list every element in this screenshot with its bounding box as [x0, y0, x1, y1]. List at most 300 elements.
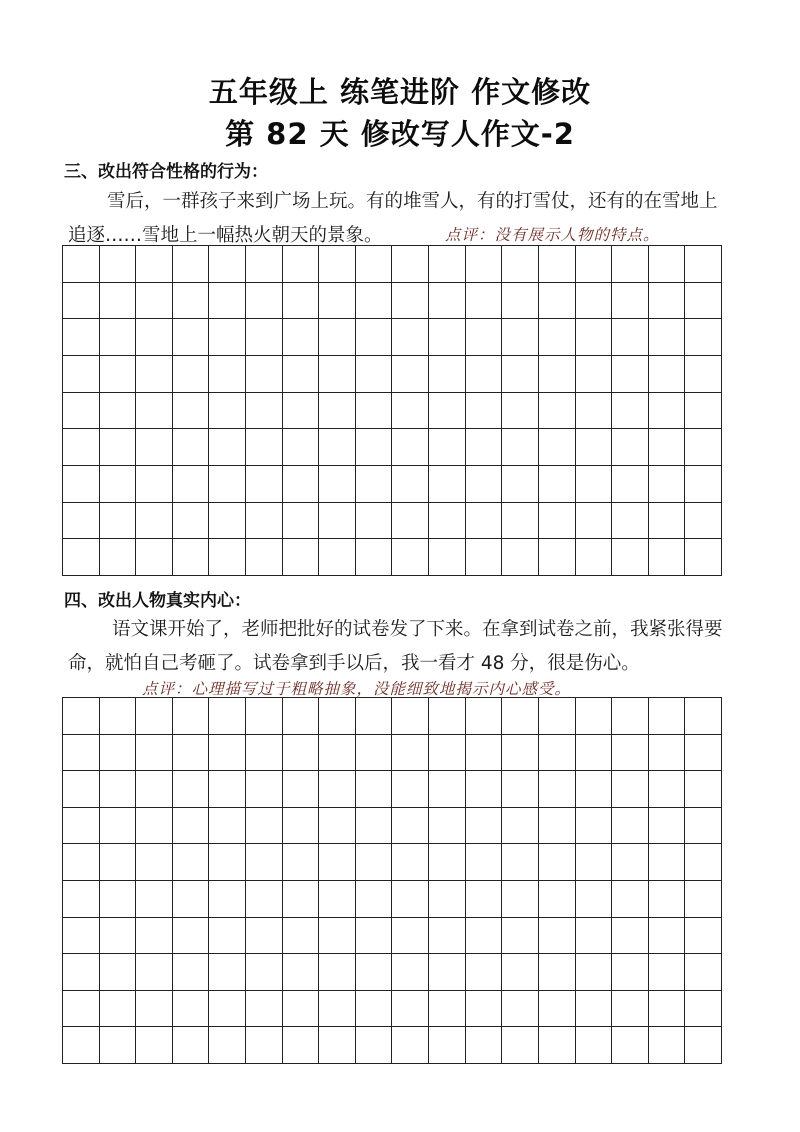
grid-cell[interactable] [466, 698, 503, 735]
grid-cell[interactable] [539, 698, 576, 735]
grid-cell[interactable] [649, 503, 686, 540]
grid-cell[interactable] [63, 771, 100, 808]
grid-cell[interactable] [612, 319, 649, 356]
grid-cell[interactable] [539, 319, 576, 356]
grid-cell[interactable] [246, 466, 283, 503]
grid-cell[interactable] [173, 808, 210, 845]
grid-cell[interactable] [100, 319, 137, 356]
grid-cell[interactable] [502, 698, 539, 735]
grid-cell[interactable] [539, 283, 576, 320]
grid-cell[interactable] [649, 319, 686, 356]
grid-cell[interactable] [173, 954, 210, 991]
grid-cell[interactable] [173, 881, 210, 918]
grid-cell[interactable] [392, 319, 429, 356]
grid-cell[interactable] [173, 991, 210, 1028]
grid-cell[interactable] [100, 735, 137, 772]
grid-cell[interactable] [319, 319, 356, 356]
grid-cell[interactable] [429, 954, 466, 991]
grid-cell[interactable] [685, 246, 722, 283]
grid-cell[interactable] [283, 1027, 320, 1064]
grid-cell[interactable] [100, 954, 137, 991]
grid-cell[interactable] [63, 991, 100, 1028]
grid-cell[interactable] [319, 393, 356, 430]
grid-cell[interactable] [356, 881, 393, 918]
grid-cell[interactable] [209, 881, 246, 918]
grid-cell[interactable] [136, 698, 173, 735]
grid-cell[interactable] [612, 808, 649, 845]
grid-cell[interactable] [502, 881, 539, 918]
grid-cell[interactable] [356, 1027, 393, 1064]
grid-cell[interactable] [392, 698, 429, 735]
grid-cell[interactable] [100, 698, 137, 735]
grid-cell[interactable] [466, 429, 503, 466]
grid-cell[interactable] [209, 991, 246, 1028]
grid-cell[interactable] [319, 698, 356, 735]
grid-cell[interactable] [649, 918, 686, 955]
grid-cell[interactable] [173, 1027, 210, 1064]
grid-cell[interactable] [429, 246, 466, 283]
grid-cell[interactable] [63, 698, 100, 735]
grid-cell[interactable] [246, 283, 283, 320]
grid-cell[interactable] [612, 844, 649, 881]
grid-cell[interactable] [356, 808, 393, 845]
grid-cell[interactable] [649, 539, 686, 576]
grid-cell[interactable] [576, 246, 613, 283]
grid-cell[interactable] [319, 1027, 356, 1064]
grid-cell[interactable] [466, 918, 503, 955]
grid-cell[interactable] [576, 466, 613, 503]
grid-cell[interactable] [173, 539, 210, 576]
grid-cell[interactable] [173, 503, 210, 540]
grid-cell[interactable] [466, 356, 503, 393]
grid-cell[interactable] [356, 844, 393, 881]
grid-cell[interactable] [283, 771, 320, 808]
grid-cell[interactable] [685, 539, 722, 576]
grid-cell[interactable] [429, 429, 466, 466]
grid-cell[interactable] [136, 954, 173, 991]
grid-cell[interactable] [429, 393, 466, 430]
grid-cell[interactable] [63, 246, 100, 283]
grid-cell[interactable] [502, 1027, 539, 1064]
grid-cell[interactable] [283, 735, 320, 772]
grid-cell[interactable] [649, 698, 686, 735]
grid-cell[interactable] [283, 356, 320, 393]
grid-cell[interactable] [319, 735, 356, 772]
grid-cell[interactable] [612, 954, 649, 991]
grid-cell[interactable] [649, 356, 686, 393]
grid-cell[interactable] [685, 771, 722, 808]
grid-cell[interactable] [283, 503, 320, 540]
grid-cell[interactable] [429, 735, 466, 772]
grid-cell[interactable] [649, 844, 686, 881]
grid-cell[interactable] [392, 991, 429, 1028]
grid-cell[interactable] [246, 771, 283, 808]
grid-cell[interactable] [356, 539, 393, 576]
grid-cell[interactable] [319, 918, 356, 955]
grid-cell[interactable] [466, 319, 503, 356]
grid-cell[interactable] [392, 808, 429, 845]
grid-cell[interactable] [539, 735, 576, 772]
grid-cell[interactable] [392, 466, 429, 503]
grid-cell[interactable] [576, 503, 613, 540]
grid-cell[interactable] [100, 539, 137, 576]
grid-cell[interactable] [685, 844, 722, 881]
grid-cell[interactable] [539, 246, 576, 283]
grid-cell[interactable] [539, 393, 576, 430]
grid-cell[interactable] [356, 991, 393, 1028]
grid-cell[interactable] [612, 918, 649, 955]
grid-cell[interactable] [283, 246, 320, 283]
grid-cell[interactable] [136, 319, 173, 356]
grid-cell[interactable] [246, 1027, 283, 1064]
grid-cell[interactable] [209, 918, 246, 955]
grid-cell[interactable] [246, 954, 283, 991]
grid-cell[interactable] [539, 808, 576, 845]
grid-cell[interactable] [283, 429, 320, 466]
grid-cell[interactable] [136, 356, 173, 393]
grid-cell[interactable] [539, 771, 576, 808]
grid-cell[interactable] [209, 503, 246, 540]
grid-cell[interactable] [136, 283, 173, 320]
grid-cell[interactable] [319, 429, 356, 466]
grid-cell[interactable] [246, 393, 283, 430]
grid-cell[interactable] [392, 735, 429, 772]
grid-cell[interactable] [392, 771, 429, 808]
grid-cell[interactable] [392, 918, 429, 955]
grid-cell[interactable] [173, 283, 210, 320]
grid-cell[interactable] [576, 881, 613, 918]
grid-cell[interactable] [209, 954, 246, 991]
grid-cell[interactable] [502, 466, 539, 503]
grid-cell[interactable] [502, 918, 539, 955]
grid-cell[interactable] [209, 429, 246, 466]
grid-cell[interactable] [612, 539, 649, 576]
grid-cell[interactable] [246, 918, 283, 955]
grid-cell[interactable] [173, 698, 210, 735]
grid-cell[interactable] [319, 246, 356, 283]
grid-cell[interactable] [576, 429, 613, 466]
section3-writing-grid[interactable] [62, 245, 722, 576]
grid-cell[interactable] [319, 844, 356, 881]
grid-cell[interactable] [63, 356, 100, 393]
grid-cell[interactable] [502, 844, 539, 881]
grid-cell[interactable] [356, 698, 393, 735]
grid-cell[interactable] [466, 393, 503, 430]
grid-cell[interactable] [283, 808, 320, 845]
grid-cell[interactable] [100, 429, 137, 466]
grid-cell[interactable] [319, 881, 356, 918]
grid-cell[interactable] [429, 283, 466, 320]
grid-cell[interactable] [576, 735, 613, 772]
grid-cell[interactable] [649, 429, 686, 466]
grid-cell[interactable] [685, 735, 722, 772]
grid-cell[interactable] [63, 735, 100, 772]
grid-cell[interactable] [209, 319, 246, 356]
grid-cell[interactable] [392, 429, 429, 466]
grid-cell[interactable] [429, 808, 466, 845]
grid-cell[interactable] [100, 246, 137, 283]
grid-cell[interactable] [356, 319, 393, 356]
grid-cell[interactable] [100, 808, 137, 845]
grid-cell[interactable] [612, 991, 649, 1028]
grid-cell[interactable] [576, 698, 613, 735]
grid-cell[interactable] [502, 246, 539, 283]
grid-cell[interactable] [63, 393, 100, 430]
grid-cell[interactable] [356, 283, 393, 320]
grid-cell[interactable] [173, 918, 210, 955]
grid-cell[interactable] [612, 771, 649, 808]
grid-cell[interactable] [209, 283, 246, 320]
grid-cell[interactable] [466, 246, 503, 283]
grid-cell[interactable] [576, 844, 613, 881]
grid-cell[interactable] [173, 466, 210, 503]
grid-cell[interactable] [63, 283, 100, 320]
grid-cell[interactable] [576, 808, 613, 845]
grid-cell[interactable] [612, 1027, 649, 1064]
grid-cell[interactable] [100, 1027, 137, 1064]
grid-cell[interactable] [649, 808, 686, 845]
grid-cell[interactable] [209, 393, 246, 430]
grid-cell[interactable] [136, 246, 173, 283]
grid-cell[interactable] [283, 991, 320, 1028]
grid-cell[interactable] [649, 283, 686, 320]
grid-cell[interactable] [209, 735, 246, 772]
grid-cell[interactable] [63, 954, 100, 991]
grid-cell[interactable] [173, 246, 210, 283]
grid-cell[interactable] [100, 393, 137, 430]
grid-cell[interactable] [429, 771, 466, 808]
grid-cell[interactable] [209, 539, 246, 576]
grid-cell[interactable] [246, 429, 283, 466]
grid-cell[interactable] [429, 503, 466, 540]
grid-cell[interactable] [685, 319, 722, 356]
grid-cell[interactable] [466, 539, 503, 576]
grid-cell[interactable] [136, 735, 173, 772]
grid-cell[interactable] [136, 844, 173, 881]
grid-cell[interactable] [685, 1027, 722, 1064]
grid-cell[interactable] [392, 1027, 429, 1064]
grid-cell[interactable] [100, 283, 137, 320]
grid-cell[interactable] [539, 918, 576, 955]
grid-cell[interactable] [356, 771, 393, 808]
grid-cell[interactable] [612, 429, 649, 466]
grid-cell[interactable] [429, 356, 466, 393]
grid-cell[interactable] [63, 466, 100, 503]
grid-cell[interactable] [466, 991, 503, 1028]
grid-cell[interactable] [100, 503, 137, 540]
grid-cell[interactable] [612, 283, 649, 320]
grid-cell[interactable] [576, 954, 613, 991]
grid-cell[interactable] [356, 356, 393, 393]
grid-cell[interactable] [283, 918, 320, 955]
grid-cell[interactable] [283, 698, 320, 735]
grid-cell[interactable] [173, 356, 210, 393]
grid-cell[interactable] [429, 1027, 466, 1064]
grid-cell[interactable] [466, 881, 503, 918]
grid-cell[interactable] [576, 539, 613, 576]
grid-cell[interactable] [392, 881, 429, 918]
grid-cell[interactable] [392, 356, 429, 393]
grid-cell[interactable] [502, 503, 539, 540]
grid-cell[interactable] [539, 954, 576, 991]
grid-cell[interactable] [466, 503, 503, 540]
grid-cell[interactable] [539, 466, 576, 503]
grid-cell[interactable] [429, 466, 466, 503]
grid-cell[interactable] [136, 881, 173, 918]
grid-cell[interactable] [539, 844, 576, 881]
grid-cell[interactable] [246, 319, 283, 356]
grid-cell[interactable] [649, 881, 686, 918]
grid-cell[interactable] [502, 539, 539, 576]
grid-cell[interactable] [649, 1027, 686, 1064]
grid-cell[interactable] [539, 991, 576, 1028]
grid-cell[interactable] [136, 1027, 173, 1064]
grid-cell[interactable] [136, 503, 173, 540]
grid-cell[interactable] [576, 393, 613, 430]
grid-cell[interactable] [136, 808, 173, 845]
grid-cell[interactable] [63, 881, 100, 918]
grid-cell[interactable] [502, 771, 539, 808]
grid-cell[interactable] [466, 844, 503, 881]
grid-cell[interactable] [319, 503, 356, 540]
grid-cell[interactable] [466, 771, 503, 808]
grid-cell[interactable] [612, 246, 649, 283]
grid-cell[interactable] [319, 991, 356, 1028]
grid-cell[interactable] [100, 356, 137, 393]
grid-cell[interactable] [466, 808, 503, 845]
section4-writing-grid[interactable] [62, 697, 722, 1064]
grid-cell[interactable] [429, 918, 466, 955]
grid-cell[interactable] [685, 808, 722, 845]
grid-cell[interactable] [502, 954, 539, 991]
grid-cell[interactable] [539, 503, 576, 540]
grid-cell[interactable] [319, 771, 356, 808]
grid-cell[interactable] [539, 1027, 576, 1064]
grid-cell[interactable] [63, 319, 100, 356]
grid-cell[interactable] [319, 539, 356, 576]
grid-cell[interactable] [63, 918, 100, 955]
grid-cell[interactable] [173, 393, 210, 430]
grid-cell[interactable] [100, 466, 137, 503]
grid-cell[interactable] [502, 283, 539, 320]
grid-cell[interactable] [136, 918, 173, 955]
grid-cell[interactable] [100, 918, 137, 955]
grid-cell[interactable] [392, 283, 429, 320]
grid-cell[interactable] [100, 771, 137, 808]
grid-cell[interactable] [392, 503, 429, 540]
grid-cell[interactable] [356, 735, 393, 772]
grid-cell[interactable] [612, 881, 649, 918]
grid-cell[interactable] [685, 918, 722, 955]
grid-cell[interactable] [502, 393, 539, 430]
grid-cell[interactable] [356, 954, 393, 991]
grid-cell[interactable] [63, 1027, 100, 1064]
grid-cell[interactable] [319, 466, 356, 503]
grid-cell[interactable] [246, 503, 283, 540]
grid-cell[interactable] [685, 698, 722, 735]
grid-cell[interactable] [209, 246, 246, 283]
grid-cell[interactable] [283, 954, 320, 991]
grid-cell[interactable] [246, 539, 283, 576]
grid-cell[interactable] [209, 771, 246, 808]
grid-cell[interactable] [392, 844, 429, 881]
grid-cell[interactable] [576, 918, 613, 955]
grid-cell[interactable] [319, 954, 356, 991]
grid-cell[interactable] [319, 808, 356, 845]
grid-cell[interactable] [576, 319, 613, 356]
grid-cell[interactable] [63, 429, 100, 466]
grid-cell[interactable] [502, 991, 539, 1028]
grid-cell[interactable] [63, 844, 100, 881]
grid-cell[interactable] [209, 356, 246, 393]
grid-cell[interactable] [612, 466, 649, 503]
grid-cell[interactable] [466, 954, 503, 991]
grid-cell[interactable] [576, 356, 613, 393]
grid-cell[interactable] [685, 429, 722, 466]
grid-cell[interactable] [246, 881, 283, 918]
grid-cell[interactable] [246, 246, 283, 283]
grid-cell[interactable] [539, 881, 576, 918]
grid-cell[interactable] [209, 1027, 246, 1064]
grid-cell[interactable] [539, 539, 576, 576]
grid-cell[interactable] [576, 1027, 613, 1064]
grid-cell[interactable] [283, 844, 320, 881]
grid-cell[interactable] [356, 918, 393, 955]
grid-cell[interactable] [173, 319, 210, 356]
grid-cell[interactable] [356, 466, 393, 503]
grid-cell[interactable] [429, 698, 466, 735]
grid-cell[interactable] [649, 735, 686, 772]
grid-cell[interactable] [392, 246, 429, 283]
grid-cell[interactable] [429, 881, 466, 918]
grid-cell[interactable] [283, 283, 320, 320]
grid-cell[interactable] [649, 954, 686, 991]
grid-cell[interactable] [612, 356, 649, 393]
grid-cell[interactable] [685, 393, 722, 430]
grid-cell[interactable] [685, 503, 722, 540]
grid-cell[interactable] [173, 429, 210, 466]
grid-cell[interactable] [576, 991, 613, 1028]
grid-cell[interactable] [356, 246, 393, 283]
grid-cell[interactable] [612, 698, 649, 735]
grid-cell[interactable] [685, 991, 722, 1028]
grid-cell[interactable] [209, 808, 246, 845]
grid-cell[interactable] [63, 808, 100, 845]
grid-cell[interactable] [63, 503, 100, 540]
grid-cell[interactable] [392, 954, 429, 991]
grid-cell[interactable] [136, 466, 173, 503]
grid-cell[interactable] [685, 466, 722, 503]
grid-cell[interactable] [283, 393, 320, 430]
grid-cell[interactable] [209, 466, 246, 503]
grid-cell[interactable] [356, 429, 393, 466]
grid-cell[interactable] [649, 771, 686, 808]
grid-cell[interactable] [356, 393, 393, 430]
grid-cell[interactable] [319, 283, 356, 320]
grid-cell[interactable] [685, 356, 722, 393]
grid-cell[interactable] [685, 881, 722, 918]
grid-cell[interactable] [392, 393, 429, 430]
grid-cell[interactable] [392, 539, 429, 576]
grid-cell[interactable] [429, 844, 466, 881]
grid-cell[interactable] [466, 466, 503, 503]
grid-cell[interactable] [685, 954, 722, 991]
grid-cell[interactable] [246, 698, 283, 735]
grid-cell[interactable] [649, 393, 686, 430]
grid-cell[interactable] [100, 991, 137, 1028]
grid-cell[interactable] [100, 881, 137, 918]
grid-cell[interactable] [136, 539, 173, 576]
